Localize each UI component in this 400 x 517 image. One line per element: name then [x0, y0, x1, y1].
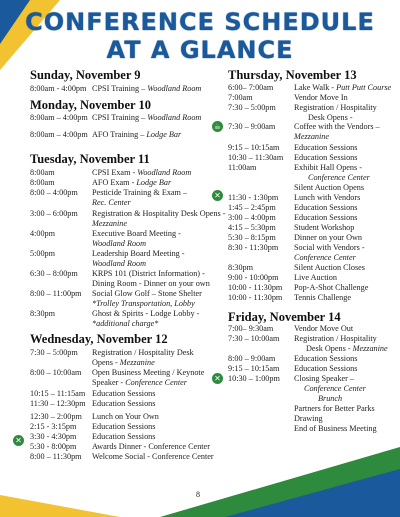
row-description: Drawing — [294, 414, 323, 423]
row-description: Registration / Hospitality Desk Opens - — [294, 103, 377, 122]
row-time: 7:30 – 9:00am — [228, 122, 276, 131]
row-description: Education Sessions — [92, 422, 156, 431]
page-title-line-2: AT A GLANCE — [106, 36, 294, 64]
row-time: 11:00am — [228, 163, 257, 172]
row-description: Pesticide Training & Exam – Rec. Center — [92, 188, 188, 207]
row-description: Registration / Hospitality Desk Opens - Mezzanine — [294, 334, 388, 353]
day-heading-friday: Friday, November 14 — [228, 310, 341, 324]
day-heading-thursday: Thursday, November 13 — [228, 68, 357, 82]
row-description: Open Business Meeting / Keynote Speaker - Conference Center — [92, 368, 205, 387]
day-heading-sunday: Sunday, November 9 — [30, 68, 141, 82]
row-time: 5:00pm — [30, 249, 56, 258]
row-description: End of Business Meeting — [294, 424, 377, 433]
corner-decoration-bottom-blue — [225, 469, 400, 517]
row-time: 8:00am — [30, 168, 55, 177]
row-description: Lunch with Vendors — [294, 193, 361, 202]
row-description: Student Workshop — [294, 223, 355, 232]
row-description: Pop-A-Shot Challenge — [294, 283, 369, 292]
row-time: 3:00 – 4:00pm — [228, 213, 276, 222]
row-time: 9:00 - 10:00pm — [228, 273, 279, 282]
row-time: 9:15 – 10:15am — [228, 364, 280, 373]
row-time: 11:30 – 12:30pm — [30, 399, 86, 408]
row-time: 3:30 - 4:30pm — [30, 432, 77, 441]
row-description: Leadership Board Meeting - Woodland Room — [92, 249, 185, 268]
row-time: 2:15 - 3:15pm — [30, 422, 77, 431]
row-description: Vendor Move In — [294, 93, 348, 102]
page-number: 8 — [196, 490, 200, 499]
row-time: 11:30 - 1:30pm — [228, 193, 279, 202]
row-description: Registration & Hospitality Desk Opens - Mezzanine — [92, 209, 226, 228]
row-time: 12:30 – 2:00pm — [30, 412, 82, 421]
row-description: Social with Vendors - Conference Center — [294, 243, 365, 262]
row-description: Partners for Better Parks — [294, 404, 375, 413]
row-time: 8:00am — [30, 178, 55, 187]
row-time: 8:00 – 11:30pm — [30, 452, 82, 461]
row-description: Vendor Move Out — [294, 324, 354, 333]
row-time: 8:30pm — [228, 263, 254, 272]
row-description: AFO Training – Lodge Bar — [92, 130, 182, 139]
row-time: 8:00 – 11:00pm — [30, 289, 82, 298]
row-description: Lunch on Your Own — [92, 412, 159, 421]
row-description: Education Sessions — [294, 213, 358, 222]
row-time: 4:15 – 5:30pm — [228, 223, 276, 232]
row-time: 10:15 – 11:15am — [30, 389, 86, 398]
row-time: 1:45 – 2:45pm — [228, 203, 276, 212]
row-description: Closing Speaker – Conference Center Brunch — [294, 374, 366, 403]
page-title-line-1: CONFERENCE SCHEDULE — [25, 8, 375, 36]
row-description: Education Sessions — [92, 399, 156, 408]
row-time: 10:00 - 11:30pm — [228, 293, 283, 302]
row-description: Education Sessions — [92, 432, 156, 441]
row-time: 9:15 – 10:15am — [228, 143, 280, 152]
row-time: 4:00pm — [30, 229, 56, 238]
row-time: 7:00– 9:30am — [228, 324, 274, 333]
row-description: Education Sessions — [92, 389, 156, 398]
row-time: 10:30 – 11:30am — [228, 153, 284, 162]
row-description: Awards Dinner - Conference Center — [92, 442, 210, 451]
day-heading-monday: Monday, November 10 — [30, 98, 151, 112]
row-description: Education Sessions — [294, 203, 358, 212]
row-description: Registration / Hospitality Desk Opens - Mezzanine — [92, 348, 194, 367]
row-time: 8:00am – 4:00pm — [30, 130, 88, 139]
row-description: Education Sessions — [294, 143, 358, 152]
row-description: Education Sessions — [294, 364, 358, 373]
row-description: Dinner on your Own — [294, 233, 362, 242]
row-description: Coffee with the Vendors – Mezzanine — [294, 122, 380, 141]
row-description: Exhibit Hall Opens - Conference Center — [294, 163, 370, 182]
corner-decoration-bottom-left — [0, 495, 120, 517]
row-description: Social Glow Golf – Stone Shelter *Trolley Transportation, Lobby — [92, 289, 202, 308]
row-description: Lake Walk - Putt Putt Course — [294, 83, 392, 92]
row-time: 7:30 – 5:00pm — [228, 103, 276, 112]
row-time: 8:00am – 4:00pm — [30, 113, 88, 122]
row-time: 7:00am — [228, 93, 253, 102]
row-description: Executive Board Meeting - Woodland Room — [92, 229, 181, 248]
row-time: 3:00 – 6:00pm — [30, 209, 78, 218]
row-description: Education Sessions — [294, 153, 358, 162]
row-description: Ghost & Spirits - Lodge Lobby - *additional charge* — [92, 309, 200, 328]
row-description: Silent Auction Opens — [294, 183, 365, 192]
row-time: 6:00– 7:00am — [228, 83, 274, 92]
row-description: CPSI Training – Woodland Room — [92, 84, 202, 93]
row-description: Live Auction — [294, 273, 337, 282]
row-description: CPSI Training – Woodland Room — [92, 113, 202, 122]
row-time: 7:30 – 10:00am — [228, 334, 280, 343]
row-time: 8:00 – 4:00pm — [30, 188, 78, 197]
row-time: 8:30pm — [30, 309, 56, 318]
row-time: 10:00 - 11:30pm — [228, 283, 283, 292]
row-description: CPSI Exam - Woodland Room — [92, 168, 192, 177]
row-time: 8:00 – 10:00am — [30, 368, 82, 377]
fork-knife-icon: ✕ — [212, 190, 223, 201]
row-description: AFO Exam - Lodge Bar — [92, 178, 172, 187]
row-time: 8:30 - 11:30pm — [228, 243, 279, 252]
row-time: 5:30 – 8:15pm — [228, 233, 276, 242]
fork-knife-icon: ✕ — [212, 373, 223, 384]
row-time: 5:30 - 8:00pm — [30, 442, 77, 451]
day-heading-wednesday: Wednesday, November 12 — [30, 332, 168, 346]
row-time: 8:00 – 9:00am — [228, 354, 276, 363]
row-description: Tennis Challenge — [294, 293, 351, 302]
row-description: Welcome Social - Conference Center — [92, 452, 214, 461]
day-heading-tuesday: Tuesday, November 11 — [30, 152, 150, 166]
row-description: Silent Auction Closes — [294, 263, 365, 272]
fork-knife-icon: ✕ — [13, 435, 24, 446]
row-time: 7:30 – 5:00pm — [30, 348, 78, 357]
row-time: 6:30 – 8:00pm — [30, 269, 78, 278]
row-time: 8:00am - 4:00pm — [30, 84, 87, 93]
row-time: 10:30 – 1:00pm — [228, 374, 280, 383]
coffee-cup-icon: ☕ — [213, 122, 222, 131]
row-description: Education Sessions — [294, 354, 358, 363]
row-description: KRPS 101 (District Information) - Dining Room - Dinner on your own — [92, 269, 210, 288]
